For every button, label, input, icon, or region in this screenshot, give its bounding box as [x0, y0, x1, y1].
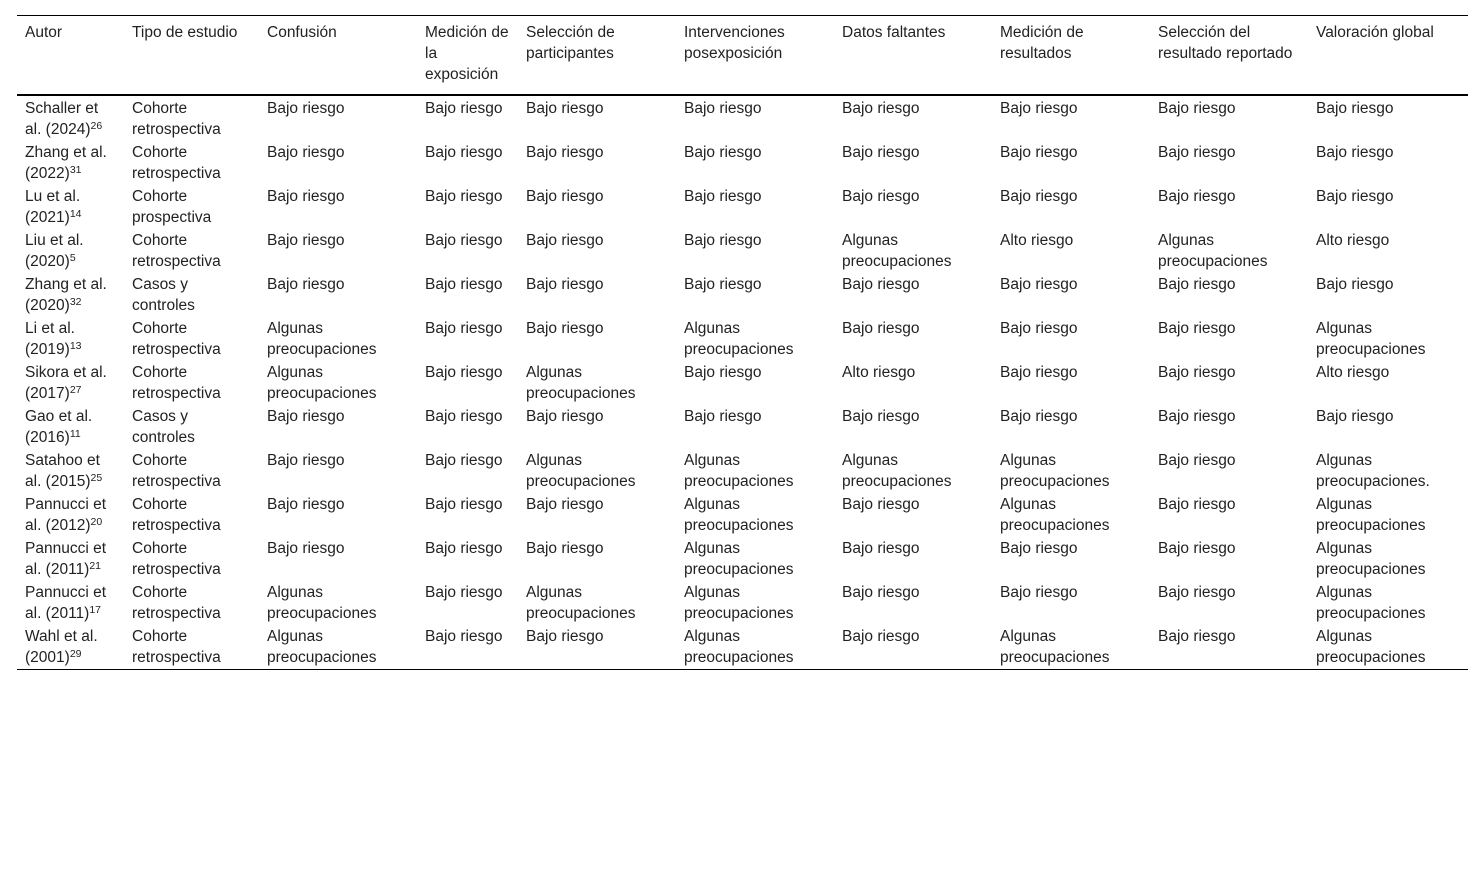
- cell-autor: [17, 317, 124, 361]
- cell-intervenciones-posexposicion: Bajo riesgo: [684, 100, 762, 117]
- cell-confusion: Bajo riesgo: [267, 452, 345, 469]
- author-name: Schaller et al. (2024): [25, 100, 99, 138]
- author-name: Sikora et al. (2017): [25, 364, 107, 402]
- cell-confusion: Bajo riesgo: [267, 144, 345, 161]
- table-row: [17, 229, 1468, 273]
- author-name: Pannucci et al. (2011): [25, 540, 106, 578]
- cell-medicion-resultados: Alto riesgo: [1000, 232, 1074, 249]
- cell-datos-faltantes: Bajo riesgo: [842, 496, 920, 513]
- table-row: [17, 625, 1468, 670]
- cell-medicion-exposicion: Bajo riesgo: [425, 144, 503, 161]
- reference-number: 17: [89, 604, 102, 616]
- cell-intervenciones-posexposicion: Algunas preocupaciones: [684, 628, 794, 666]
- cell-confusion: Bajo riesgo: [267, 188, 345, 205]
- reference-number: 29: [69, 648, 82, 660]
- table-row: [17, 405, 1468, 449]
- cell-valoracion-global: Bajo riesgo: [1316, 188, 1394, 205]
- reference-number: 20: [90, 516, 103, 528]
- header-confusion: Confusión: [267, 24, 337, 41]
- cell-tipo-de-estudio: Cohorte prospectiva: [132, 188, 212, 226]
- header-intervenciones-posexposicion: Intervenciones posexposición: [684, 24, 785, 62]
- header-medicion-resultados: Medición de resultados: [1000, 24, 1084, 62]
- cell-medicion-resultados: Bajo riesgo: [1000, 276, 1078, 293]
- reference-number: 5: [69, 252, 76, 264]
- cell-medicion-resultados: Bajo riesgo: [1000, 188, 1078, 205]
- cell-datos-faltantes: Bajo riesgo: [842, 584, 920, 601]
- cell-datos-faltantes: Bajo riesgo: [842, 276, 920, 293]
- cell-valoracion-global: Bajo riesgo: [1316, 276, 1394, 293]
- cell-seleccion-participantes: Bajo riesgo: [526, 232, 604, 249]
- reference-number: 14: [69, 208, 82, 220]
- cell-medicion-exposicion: Bajo riesgo: [425, 408, 503, 425]
- cell-seleccion-participantes: Algunas preocupaciones: [526, 584, 636, 622]
- reference-number: 27: [69, 384, 82, 396]
- cell-seleccion-resultado-reportado: Bajo riesgo: [1158, 144, 1236, 161]
- cell-datos-faltantes: Bajo riesgo: [842, 144, 920, 161]
- table-row: [17, 361, 1468, 405]
- cell-confusion: Bajo riesgo: [267, 496, 345, 513]
- cell-autor: [17, 185, 124, 229]
- cell-tipo-de-estudio: Cohorte retrospectiva: [132, 364, 221, 402]
- cell-autor: [17, 493, 124, 537]
- author-name: Gao et al. (2016): [25, 408, 93, 446]
- cell-autor: [17, 537, 124, 581]
- cell-seleccion-participantes: Bajo riesgo: [526, 496, 604, 513]
- author-name: Zhang et al. (2020): [25, 276, 107, 314]
- cell-seleccion-resultado-reportado: Bajo riesgo: [1158, 584, 1236, 601]
- cell-medicion-resultados: Algunas preocupaciones: [1000, 628, 1110, 666]
- header-medicion-exposicion: Medición de la exposición: [425, 24, 509, 83]
- cell-autor: [17, 361, 124, 405]
- table-row: [17, 449, 1468, 493]
- cell-datos-faltantes: Bajo riesgo: [842, 188, 920, 205]
- cell-medicion-exposicion: Bajo riesgo: [425, 232, 503, 249]
- cell-intervenciones-posexposicion: Algunas preocupaciones: [684, 496, 794, 534]
- cell-intervenciones-posexposicion: Bajo riesgo: [684, 364, 762, 381]
- author-name: Li et al. (2019): [25, 320, 75, 358]
- cell-tipo-de-estudio: Cohorte retrospectiva: [132, 452, 221, 490]
- cell-seleccion-resultado-reportado: Bajo riesgo: [1158, 496, 1236, 513]
- header-datos-faltantes: Datos faltantes: [842, 24, 946, 41]
- cell-tipo-de-estudio: Cohorte retrospectiva: [132, 232, 221, 270]
- cell-intervenciones-posexposicion: Algunas preocupaciones: [684, 584, 794, 622]
- cell-tipo-de-estudio: Cohorte retrospectiva: [132, 584, 221, 622]
- author-name: Lu et al. (2021): [25, 188, 81, 226]
- cell-seleccion-resultado-reportado: Bajo riesgo: [1158, 188, 1236, 205]
- reference-number: 31: [69, 164, 82, 176]
- table-body: [17, 95, 1468, 670]
- cell-confusion: Bajo riesgo: [267, 408, 345, 425]
- cell-seleccion-resultado-reportado: Bajo riesgo: [1158, 628, 1236, 645]
- table-row: [17, 273, 1468, 317]
- cell-intervenciones-posexposicion: Bajo riesgo: [684, 276, 762, 293]
- cell-medicion-resultados: Bajo riesgo: [1000, 320, 1078, 337]
- cell-datos-faltantes: Bajo riesgo: [842, 628, 920, 645]
- cell-seleccion-participantes: Bajo riesgo: [526, 188, 604, 205]
- cell-medicion-exposicion: Bajo riesgo: [425, 276, 503, 293]
- cell-tipo-de-estudio: Cohorte retrospectiva: [132, 144, 221, 182]
- cell-datos-faltantes: Alto riesgo: [842, 364, 916, 381]
- cell-intervenciones-posexposicion: Bajo riesgo: [684, 408, 762, 425]
- cell-datos-faltantes: Bajo riesgo: [842, 100, 920, 117]
- reference-number: 32: [69, 296, 82, 308]
- reference-number: 11: [69, 428, 81, 440]
- header-tipo-de-estudio: Tipo de estudio: [132, 24, 238, 41]
- author-name: Wahl et al. (2001): [25, 628, 98, 666]
- cell-valoracion-global: Algunas preocupaciones: [1316, 584, 1426, 622]
- cell-intervenciones-posexposicion: Bajo riesgo: [684, 144, 762, 161]
- table-row: [17, 581, 1468, 625]
- cell-valoracion-global: Bajo riesgo: [1316, 100, 1394, 117]
- cell-medicion-resultados: Bajo riesgo: [1000, 408, 1078, 425]
- reference-number: 26: [90, 120, 103, 132]
- cell-datos-faltantes: Bajo riesgo: [842, 408, 920, 425]
- cell-tipo-de-estudio: Cohorte retrospectiva: [132, 628, 221, 666]
- cell-autor: [17, 625, 124, 670]
- cell-medicion-exposicion: Bajo riesgo: [425, 320, 503, 337]
- cell-seleccion-participantes: Bajo riesgo: [526, 628, 604, 645]
- cell-intervenciones-posexposicion: Algunas preocupaciones: [684, 452, 794, 490]
- cell-valoracion-global: Alto riesgo: [1316, 232, 1390, 249]
- cell-intervenciones-posexposicion: Algunas preocupaciones: [684, 320, 794, 358]
- cell-datos-faltantes: Algunas preocupaciones: [842, 452, 952, 490]
- cell-datos-faltantes: Algunas preocupaciones: [842, 232, 952, 270]
- cell-valoracion-global: Algunas preocupaciones: [1316, 540, 1426, 578]
- cell-medicion-resultados: Bajo riesgo: [1000, 364, 1078, 381]
- cell-medicion-resultados: Bajo riesgo: [1000, 100, 1078, 117]
- author-name: Zhang et al. (2022): [25, 144, 107, 182]
- cell-tipo-de-estudio: Casos y controles: [132, 276, 195, 314]
- cell-medicion-exposicion: Bajo riesgo: [425, 496, 503, 513]
- cell-seleccion-participantes: Bajo riesgo: [526, 540, 604, 557]
- cell-seleccion-participantes: Bajo riesgo: [526, 144, 604, 161]
- reference-number: 25: [90, 472, 103, 484]
- author-name: Liu et al. (2020): [25, 232, 84, 270]
- cell-medicion-exposicion: Bajo riesgo: [425, 100, 503, 117]
- cell-medicion-exposicion: Bajo riesgo: [425, 452, 503, 469]
- reference-number: 13: [69, 340, 82, 352]
- cell-valoracion-global: Algunas preocupaciones.: [1316, 452, 1430, 490]
- cell-autor: [17, 95, 124, 141]
- cell-seleccion-resultado-reportado: Bajo riesgo: [1158, 540, 1236, 557]
- cell-autor: [17, 141, 124, 185]
- cell-valoracion-global: Bajo riesgo: [1316, 144, 1394, 161]
- cell-valoracion-global: Algunas preocupaciones: [1316, 496, 1426, 534]
- header-seleccion-participantes: Selección de participantes: [526, 24, 615, 62]
- cell-tipo-de-estudio: Cohorte retrospectiva: [132, 100, 221, 138]
- cell-autor: [17, 273, 124, 317]
- cell-confusion: Algunas preocupaciones: [267, 364, 377, 402]
- cell-valoracion-global: Alto riesgo: [1316, 364, 1390, 381]
- cell-seleccion-participantes: Bajo riesgo: [526, 408, 604, 425]
- cell-seleccion-participantes: Algunas preocupaciones: [526, 452, 636, 490]
- cell-seleccion-resultado-reportado: Bajo riesgo: [1158, 452, 1236, 469]
- cell-confusion: Algunas preocupaciones: [267, 584, 377, 622]
- table-row: [17, 185, 1468, 229]
- cell-seleccion-resultado-reportado: Bajo riesgo: [1158, 100, 1236, 117]
- cell-tipo-de-estudio: Cohorte retrospectiva: [132, 496, 221, 534]
- cell-medicion-exposicion: Bajo riesgo: [425, 628, 503, 645]
- cell-confusion: Algunas preocupaciones: [267, 628, 377, 666]
- cell-autor: [17, 229, 124, 273]
- cell-valoracion-global: Algunas preocupaciones: [1316, 320, 1426, 358]
- table-header: [17, 16, 1468, 96]
- header-autor: Autor: [25, 24, 63, 41]
- header-row: [17, 16, 1468, 96]
- cell-valoracion-global: Algunas preocupaciones: [1316, 628, 1426, 666]
- header-seleccion-resultado-reportado: Selección del resultado reportado: [1158, 24, 1293, 62]
- header-valoracion-global: Valoración global: [1316, 24, 1434, 41]
- author-name: Satahoo et al. (2015): [25, 452, 100, 490]
- cell-seleccion-participantes: Bajo riesgo: [526, 276, 604, 293]
- risk-of-bias-table: [17, 15, 1468, 670]
- cell-autor: [17, 581, 124, 625]
- cell-autor: [17, 405, 124, 449]
- cell-intervenciones-posexposicion: Algunas preocupaciones: [684, 540, 794, 578]
- cell-seleccion-resultado-reportado: Bajo riesgo: [1158, 364, 1236, 381]
- cell-seleccion-participantes: Bajo riesgo: [526, 100, 604, 117]
- cell-seleccion-resultado-reportado: Algunas preocupaciones: [1158, 232, 1268, 270]
- cell-datos-faltantes: Bajo riesgo: [842, 540, 920, 557]
- table-row: [17, 141, 1468, 185]
- cell-tipo-de-estudio: Cohorte retrospectiva: [132, 320, 221, 358]
- cell-medicion-exposicion: Bajo riesgo: [425, 584, 503, 601]
- cell-medicion-resultados: Bajo riesgo: [1000, 540, 1078, 557]
- cell-seleccion-participantes: Bajo riesgo: [526, 320, 604, 337]
- cell-medicion-resultados: Algunas preocupaciones: [1000, 496, 1110, 534]
- cell-intervenciones-posexposicion: Bajo riesgo: [684, 232, 762, 249]
- cell-medicion-exposicion: Bajo riesgo: [425, 188, 503, 205]
- cell-medicion-resultados: Bajo riesgo: [1000, 144, 1078, 161]
- cell-medicion-resultados: Algunas preocupaciones: [1000, 452, 1110, 490]
- cell-confusion: Bajo riesgo: [267, 232, 345, 249]
- author-name: Pannucci et al. (2011): [25, 584, 106, 622]
- cell-tipo-de-estudio: Cohorte retrospectiva: [132, 540, 221, 578]
- table-row: [17, 317, 1468, 361]
- cell-medicion-exposicion: Bajo riesgo: [425, 540, 503, 557]
- cell-confusion: Bajo riesgo: [267, 100, 345, 117]
- cell-datos-faltantes: Bajo riesgo: [842, 320, 920, 337]
- table-row: [17, 493, 1468, 537]
- cell-seleccion-resultado-reportado: Bajo riesgo: [1158, 408, 1236, 425]
- cell-autor: [17, 449, 124, 493]
- cell-valoracion-global: Bajo riesgo: [1316, 408, 1394, 425]
- table-row: [17, 95, 1468, 141]
- cell-medicion-resultados: Bajo riesgo: [1000, 584, 1078, 601]
- cell-seleccion-resultado-reportado: Bajo riesgo: [1158, 320, 1236, 337]
- table-row: [17, 537, 1468, 581]
- cell-confusion: Algunas preocupaciones: [267, 320, 377, 358]
- cell-medicion-exposicion: Bajo riesgo: [425, 364, 503, 381]
- cell-confusion: Bajo riesgo: [267, 276, 345, 293]
- author-name: Pannucci et al. (2012): [25, 496, 106, 534]
- cell-intervenciones-posexposicion: Bajo riesgo: [684, 188, 762, 205]
- cell-seleccion-resultado-reportado: Bajo riesgo: [1158, 276, 1236, 293]
- cell-confusion: Bajo riesgo: [267, 540, 345, 557]
- reference-number: 21: [89, 560, 102, 572]
- cell-tipo-de-estudio: Casos y controles: [132, 408, 195, 446]
- cell-seleccion-participantes: Algunas preocupaciones: [526, 364, 636, 402]
